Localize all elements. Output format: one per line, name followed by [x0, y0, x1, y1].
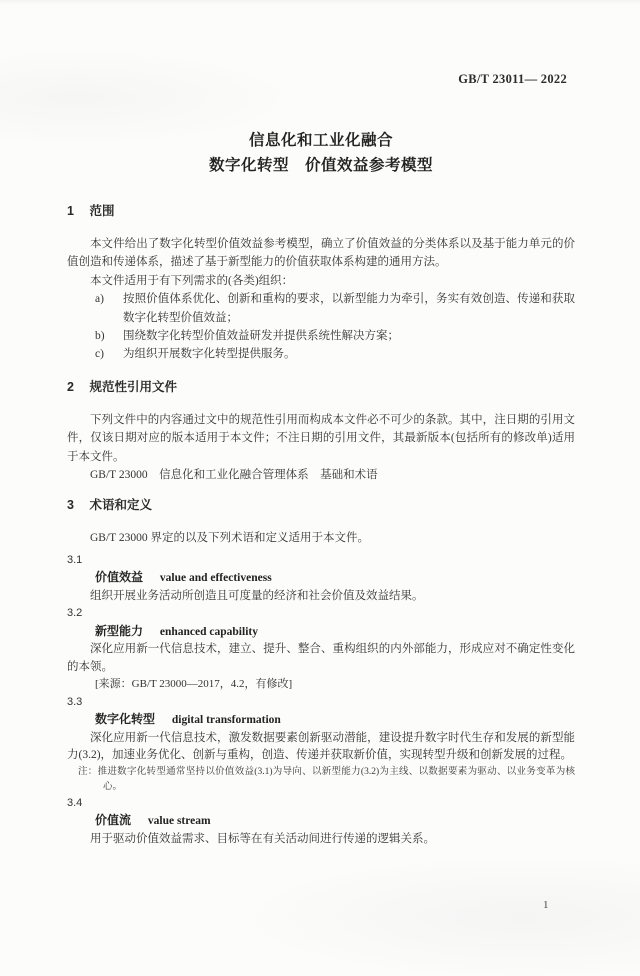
normative-references-paragraph: 下列文件中的内容通过文中的规范性引用而构成本文件必不可少的条款。其中，注日期的引用文件，仅该日期对应的版本适用于本文件；不注日期的引用文件，其最新版本(包括所有的修改单)适用于本文件。 [67, 413, 575, 463]
scope-list-item-a [67, 290, 575, 327]
section-title: 范围 [89, 204, 115, 218]
document-title-line1: 信息化和工业化融合 [248, 132, 393, 149]
term-number: 3.1 [67, 553, 83, 566]
terms-intro [67, 529, 575, 547]
term-name-zh: 新型能力 [95, 623, 144, 638]
section-number: 3 [67, 498, 74, 513]
section-number: 1 [67, 204, 74, 218]
term-name-zh: 价值流 [95, 813, 132, 828]
term-name-row [95, 711, 575, 730]
list-marker-c: c) [95, 348, 104, 361]
standard-number: GB/T 23011— 2022 [458, 72, 567, 86]
section-heading-scope [67, 204, 575, 219]
term-definition: 深化应用新一代信息技术，激发数据要素创新驱动潜能，建设提升数字时代生存和发展的新型能力(3.2)，加速业务优化、创新与重构，创造、传递并获取新价值，实现转型升级和创新发展的过程。 [67, 731, 575, 762]
term-number: 3.2 [67, 607, 83, 620]
term-note: 注：推进数字化转型通常坚持以价值效益(3.1)为导向、以新型能力(3.2)为主线、以数据要素为驱动、以业务变革为核心。 [78, 766, 575, 792]
document-title-line2: 数字化转型 价值效益参考模型 [208, 157, 433, 174]
scope-list-item-b [67, 327, 575, 345]
term-name-row [95, 812, 575, 831]
term-entry-3-1 [67, 552, 575, 606]
terms-entries [67, 552, 575, 849]
term-name-en: value stream [147, 815, 211, 828]
term-name-zh: 数字化转型 [95, 712, 156, 727]
term-entry-3-2 [67, 605, 575, 694]
list-text-a: 按照价值体系优化、创新和重构的要求，以新型能力为牵引，务实有效创造、传递和获取数字化转型价值效益； [123, 293, 575, 324]
term-name-en: value and effectiveness [159, 572, 272, 585]
list-text-c: 为组织开展数字化转型提供服务。 [123, 348, 296, 361]
term-definition: 用于驱动价值效益需求、目标等在有关活动间进行传递的逻辑关系。 [90, 832, 435, 845]
list-marker-a: a) [95, 293, 104, 306]
document-page [0, 72, 640, 976]
term-name-row [95, 623, 575, 642]
normative-reference-entry: GB/T 23000 信息化和工业化融合管理体系 基础和术语 [90, 469, 378, 482]
section-number: 2 [67, 379, 74, 394]
normative-references-body [67, 411, 575, 485]
scope-list-item-c [67, 345, 575, 363]
term-definition: 组织开展业务活动所创造且可度量的经济和社会价值及效益结果。 [90, 589, 424, 602]
terms-intro-paragraph: GB/T 23000 界定的以及下列术语和定义适用于本文件。 [90, 532, 369, 545]
term-name-row [95, 569, 575, 588]
document-title [67, 128, 575, 178]
scope-list [67, 290, 575, 364]
section-heading-terms [67, 498, 575, 513]
scope-paragraph-2: 本文件适用于有下列需求的(各类)组织： [90, 274, 294, 287]
section-title: 规范性引用文件 [89, 379, 177, 394]
term-entry-3-4 [67, 795, 575, 849]
term-number: 3.3 [67, 695, 83, 708]
term-name-en: enhanced capability [159, 625, 258, 638]
section-title: 术语和定义 [89, 498, 152, 513]
term-source: [来源：GB/T 23000—2017，4.2，有修改] [95, 678, 293, 691]
scope-paragraph-1: 本文件给出了数字化转型价值效益参考模型，确立了价值效益的分类体系以及基于能力单元的价值创造和传递体系，描述了基于新型能力的价值获取体系构建的通用方法。 [67, 238, 575, 269]
term-number: 3.4 [67, 796, 83, 809]
term-name-zh: 价值效益 [95, 570, 144, 585]
term-entry-3-3 [67, 694, 575, 795]
scope-body [67, 235, 575, 364]
page-number: 1 [543, 899, 549, 911]
term-definition: 深化应用新一代信息技术，建立、提升、整合、重构组织的内外部能力，形成应对不确定性变化的本领。 [67, 643, 575, 673]
list-marker-b: b) [95, 330, 105, 343]
section-heading-normative-references [67, 380, 575, 395]
term-name-en: digital transformation [171, 714, 281, 727]
list-text-b: 围绕数字化转型价值效益研发并提供系统性解决方案； [123, 330, 399, 343]
